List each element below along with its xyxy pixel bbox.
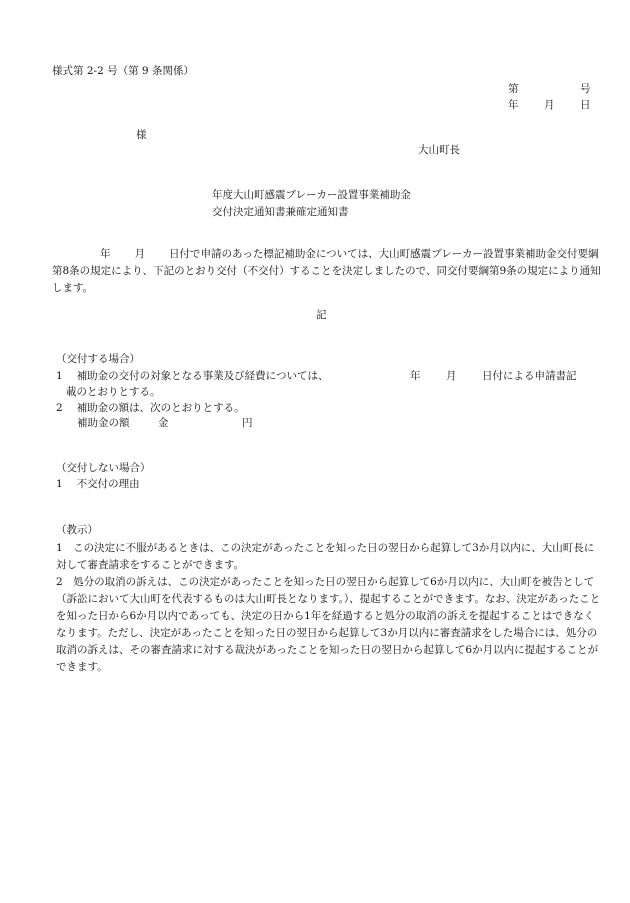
nongrant-item1 — [56, 477, 140, 492]
intro-year: 年 — [100, 248, 111, 260]
nongrant-item1-text: 不交付の理由 — [76, 478, 140, 490]
amount-kin: 金 — [158, 417, 169, 429]
grant-item1 — [56, 369, 328, 384]
doc-number-suffix: 号 — [580, 83, 591, 95]
date-day: 日 — [580, 99, 591, 111]
amount-yen: 円 — [242, 417, 253, 429]
intro-text: 日付で申請のあった標記補助金については、大山町感震ブレーカー設置事業補助金交付要綱第8条の規定により、下記のとおり交付（不交付）することを決定しましたので、同交付要綱第9条の規定により通知します。 — [52, 248, 601, 294]
grant-item2-text: 補助金の額は、次のとおりとする。 — [76, 402, 245, 414]
grant-item1-month: 月 — [446, 370, 457, 382]
grant-item1-cont: 載のとおりとする。 — [66, 386, 161, 398]
sender-name: 大山町長 — [418, 144, 460, 156]
addressee-honorific: 様 — [136, 129, 147, 141]
intro-month: 月 — [134, 248, 145, 260]
instruction-heading: （教示） — [56, 524, 98, 536]
amount-label: 補助金の額 — [77, 417, 130, 429]
date-month: 月 — [544, 99, 555, 111]
grant-item2 — [56, 401, 245, 416]
grant-item1-year: 年 — [410, 370, 421, 382]
instruction-para2: 2 処分の取消の訴えは、この決定があったことを知った日の翌日から起算して6か月以内に、大山町を被告として（訴訟において大山町を代表するものは大山町長となります。）、提起することができます。なお、決定があったことを知った日から6か月以内であっても、決定の日から1年を経過すると処分の取消の訴えを提起することはできなくなります。ただし、決定があったことを知った日の翌日から起算して3か月以内に審査請求をした場合には、処分の取消の訴えは、その審査請求に対する裁決があったことを知った日の翌日から起算して6か月以内に提起することができます。 — [56, 576, 601, 673]
ki-heading: 記 — [316, 309, 327, 321]
title-line1: 年度大山町感震ブレーカー設置事業補助金 — [212, 189, 411, 201]
doc-number-prefix: 第 — [508, 83, 519, 95]
date-year: 年 — [508, 99, 519, 111]
instruction-para1: 1 この決定に不服があるときは、この決定があったことを知った日の翌日から起算して3か月以内に、大山町長に対して審査請求をすることができます。 — [56, 542, 595, 571]
grant-item1-number: 1 — [56, 370, 63, 382]
grant-item2-number: 2 — [56, 402, 63, 414]
nongrant-heading: （交付しない場合） — [56, 462, 151, 474]
intro-paragraph — [52, 246, 602, 297]
grant-heading: （交付する場合） — [56, 353, 140, 365]
grant-item1-tail: 日付による申請書記 — [482, 370, 577, 382]
nongrant-item1-number: 1 — [56, 478, 63, 490]
title-line2: 交付決定通知書兼確定通知書 — [212, 206, 349, 218]
grant-item1-text: 補助金の交付の対象となる事業及び経費については、 — [76, 370, 329, 382]
form-number: 様式第 2-2 号（第 9 条関係） — [52, 65, 194, 77]
